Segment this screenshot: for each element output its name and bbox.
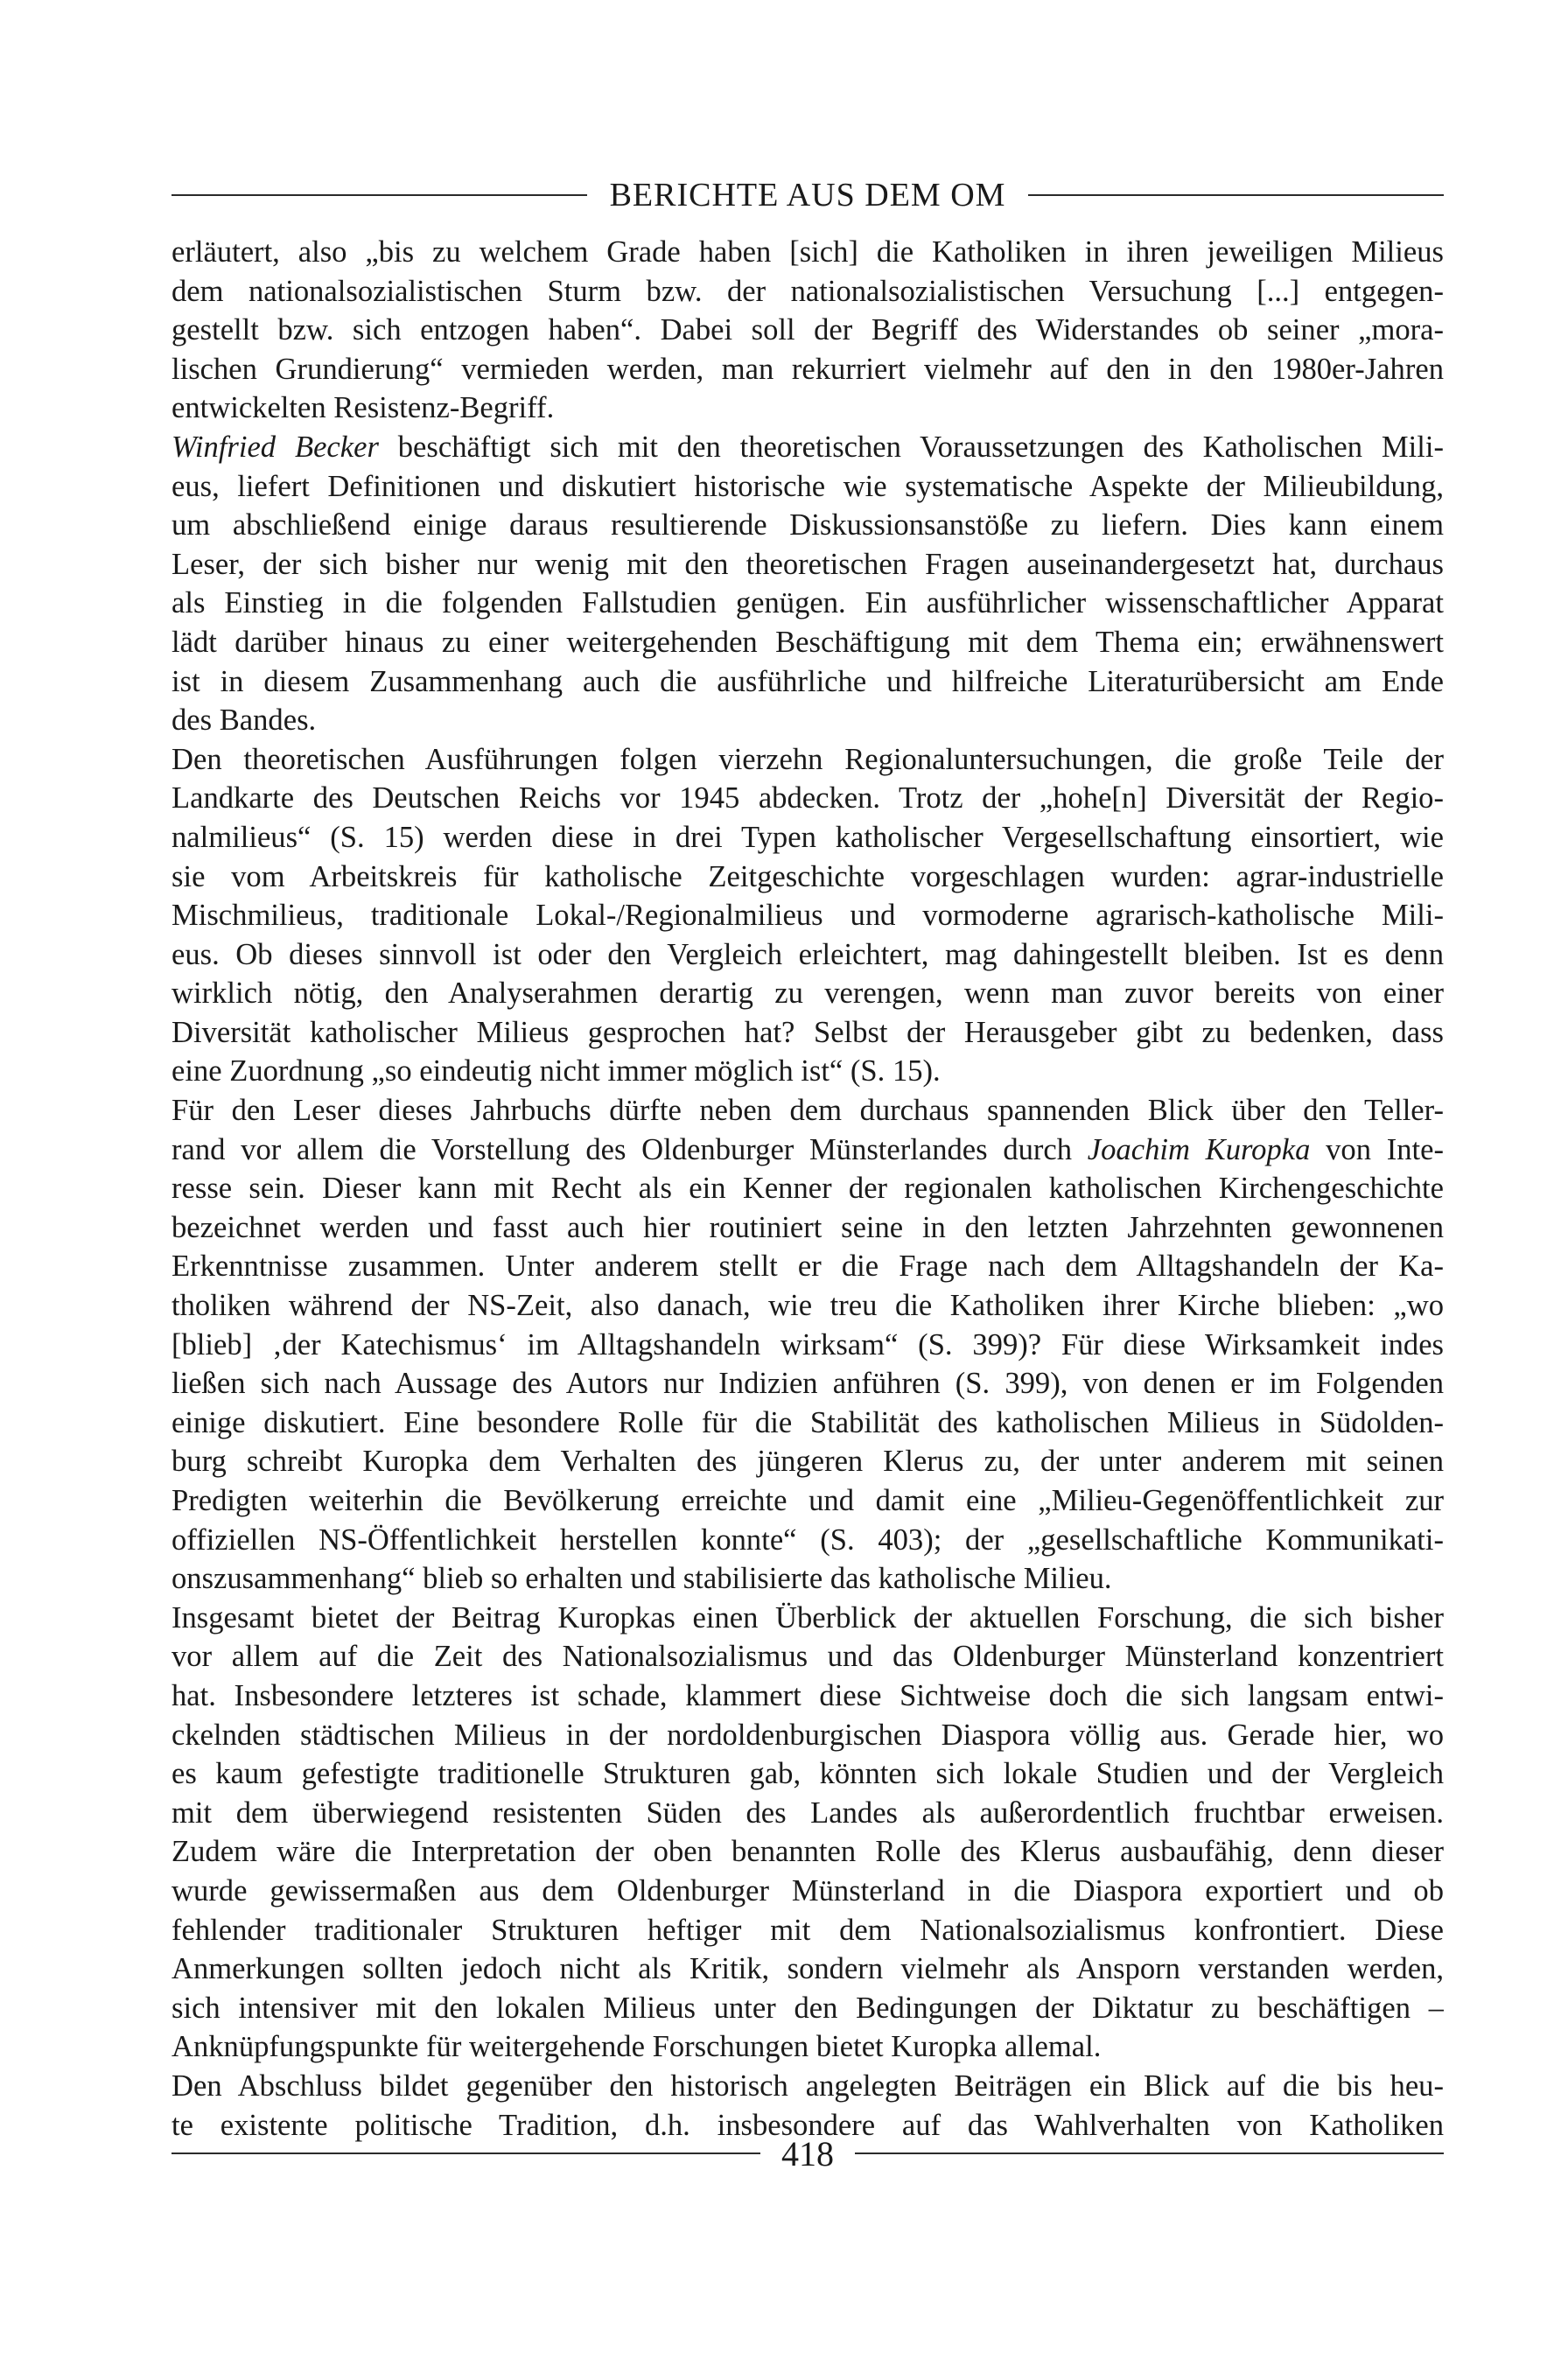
text-line: sich intensiver mit den lokalen Milieus unter den Bedingungen der Diktatur zu beschäftigen – xyxy=(172,1991,1444,2025)
text-line: ließen sich nach Aussage des Autors nur Indizien anführen (S. 399), von denen er im Folgenden xyxy=(172,1367,1444,1401)
text-line: des Bandes. xyxy=(172,704,317,738)
text-line: erläutert, also „bis zu welchem Grade haben [sich] die Katholiken in ihren jeweiligen Milieus xyxy=(172,235,1444,269)
text-line: entwickelten Resistenz-Begriff. xyxy=(172,391,555,425)
text-line: hat. Insbesondere letzteres ist schade, klammert diese Sichtweise doch die sich langsam entwi- xyxy=(172,1678,1444,1712)
text-line: mit dem überwiegend resistenten Süden des Landes als außerordentlich fruchtbar erweisen. xyxy=(172,1796,1444,1830)
text-line: wurde gewissermaßen aus dem Oldenburger Münsterland in die Diaspora exportiert und ob xyxy=(172,1873,1444,1908)
text-fragment: rand vor allem die Vorstellung des Oldenburger Münsterlandes durch xyxy=(172,1132,1088,1166)
text-line: ist in diesem Zusammenhang auch die ausführliche und hilfreiche Literaturübersicht am Ende xyxy=(172,664,1444,698)
running-title: BERICHTE AUS DEM OM xyxy=(609,177,1006,214)
text-line: Für den Leser dieses Jahrbuchs dürfte neben dem durchaus spannenden Blick über den Teller- xyxy=(172,1094,1444,1128)
text-line: wirklich nötig, den Analyserahmen derartig zu verengen, wenn man zuvor bereits von einer xyxy=(172,976,1444,1011)
text-line: bezeichnet werden und fasst auch hier routiniert seine in den letzten Jahrzehnten gewonnenen xyxy=(172,1210,1444,1244)
text-line: resse sein. Dieser kann mit Recht als ein Kenner der regionalen katholischen Kirchengeschichte xyxy=(172,1172,1444,1206)
text-fragment: von Inte- xyxy=(1310,1132,1444,1166)
text-line: dem nationalsozialistischen Sturm bzw. der nationalsozialistischen Versuchung [...] entgegen- xyxy=(172,274,1444,308)
text-line: als Einstieg in die folgenden Fallstudien genügen. Ein ausführlicher wissenschaftlicher Apparat xyxy=(172,586,1444,620)
header-rule-left xyxy=(172,194,587,196)
text-line: einige diskutiert. Eine besondere Rolle für die Stabilität des katholischen Milieus in Südolden- xyxy=(172,1405,1444,1439)
paragraph-5 xyxy=(172,1599,1444,2067)
text-line: Zudem wäre die Interpretation der oben benannten Rolle des Klerus ausbaufähig, denn dieser xyxy=(172,1835,1444,1869)
text-line: Anknüpfungspunkte für weitergehende Forschungen bietet Kuropka allemal. xyxy=(172,2030,1102,2064)
author-name: Joachim Kuropka xyxy=(1087,1132,1311,1166)
paragraph-2 xyxy=(172,428,1444,740)
paragraph-4 xyxy=(172,1091,1444,1599)
text-line: Den theoretischen Ausführungen folgen vierzehn Regionaluntersuchungen, die große Teile der xyxy=(172,742,1444,776)
text-line: eus, liefert Definitionen und diskutiert historische wie systematische Aspekte der Milieubildung, xyxy=(172,469,1444,503)
text-line: vor allem auf die Zeit des Nationalsozialismus und das Oldenburger Münsterland konzentriert xyxy=(172,1640,1444,1674)
text-line: eine Zuordnung „so eindeutig nicht immer möglich ist“ (S. 15). xyxy=(172,1054,941,1088)
footer-rule-left xyxy=(172,2152,760,2154)
text-line: Anmerkungen sollten jedoch nicht als Kritik, sondern vielmehr als Ansporn verstanden werden, xyxy=(172,1952,1444,1986)
text-line: [blieb] ‚der Katechismus‘ im Alltagshandeln wirksam“ (S. 399)? Für diese Wirksamkeit indes xyxy=(172,1327,1444,1362)
paragraph-3 xyxy=(172,740,1444,1091)
header-rule-right xyxy=(1028,194,1444,196)
text-line: lädt darüber hinaus zu einer weitergehenden Beschäftigung mit dem Thema ein; erwähnenswert xyxy=(172,625,1444,659)
text-line: nalmilieus“ (S. 15) werden diese in drei Typen katholischer Vergesellschaftung einsortiert, wie xyxy=(172,820,1444,854)
text-line: Predigten weiterhin die Bevölkerung erreichte und damit eine „Milieu-Gegenöffentlichkeit zur xyxy=(172,1484,1444,1517)
text-line: eus. Ob dieses sinnvoll ist oder den Vergleich erleichtert, mag dahingestellt bleiben. Ist es denn xyxy=(172,937,1444,971)
text-line: burg schreibt Kuropka dem Verhalten des jüngeren Klerus zu, der unter anderem mit seinen xyxy=(172,1445,1444,1479)
text-fragment: beschäftigt sich mit den theoretischen Voraussetzungen des Katholischen Mili- xyxy=(378,430,1444,464)
text-line: Erkenntnisse zusammen. Unter anderem stellt er die Frage nach dem Alltagshandeln der Ka- xyxy=(172,1250,1444,1284)
text-line: te existente politische Tradition, d.h. insbesondere auf das Wahlverhalten von Katholiken xyxy=(172,2108,1444,2142)
text-line: sie vom Arbeitskreis für katholische Zeitgeschichte vorgeschlagen wurden: agrar-industrielle xyxy=(172,859,1444,893)
page-footer xyxy=(172,2130,1444,2177)
text-line: Leser, der sich bisher nur wenig mit den theoretischen Fragen auseinandergesetzt hat, durchaus xyxy=(172,547,1444,581)
text-line: lischen Grundierung“ vermieden werden, man rekurriert vielmehr auf den in den 1980er-Jahren xyxy=(172,352,1444,386)
paragraph-1 xyxy=(172,233,1444,428)
text-line: onszusammenhang“ blieb so erhalten und stabilisierte das katholische Milieu. xyxy=(172,1562,1112,1596)
text-line: tholiken während der NS-Zeit, also danach, wie treu die Katholiken ihrer Kirche blieben: „wo xyxy=(172,1289,1444,1323)
text-line: ckelnden städtischen Milieus in der nordoldenburgischen Diaspora völlig aus. Gerade hier, wo xyxy=(172,1718,1444,1752)
body-text xyxy=(172,233,1444,2145)
text-line: gestellt bzw. sich entzogen haben“. Dabei soll der Begriff des Widerstandes ob seiner „mora- xyxy=(172,313,1444,347)
text-line: offiziellen NS-Öffentlichkeit herstellen konnte“ (S. 403); der „gesellschaftliche Kommunikati- xyxy=(172,1522,1444,1557)
text-line xyxy=(172,428,1444,467)
running-header xyxy=(172,172,1444,219)
text-line: um abschließend einige daraus resultierende Diskussionsanstöße zu liefern. Dies kann einem xyxy=(172,508,1444,542)
text-line: Landkarte des Deutschen Reichs vor 1945 abdecken. Trotz der „hohe[n] Diversität der Regio- xyxy=(172,781,1444,816)
text-line xyxy=(172,1130,1444,1170)
text-line: es kaum gefestigte traditionelle Strukturen gab, könnten sich lokale Studien und der Vergleich xyxy=(172,1757,1444,1791)
text-line: Insgesamt bietet der Beitrag Kuropkas einen Überblick der aktuellen Forschung, die sich bisher xyxy=(172,1600,1444,1634)
text-line: Den Abschluss bildet gegenüber den historisch angelegten Beiträgen ein Blick auf die bis heu- xyxy=(172,2068,1444,2103)
text-line: Diversität katholischer Milieus gesprochen hat? Selbst der Herausgeber gibt zu bedenken, dass xyxy=(172,1015,1444,1049)
text-line: fehlender traditionaler Strukturen heftiger mit dem Nationalsozialismus konfrontiert. Diese xyxy=(172,1913,1444,1947)
author-name: Winfried Becker xyxy=(172,430,379,464)
footer-rule-right xyxy=(855,2152,1444,2154)
page-number: 418 xyxy=(781,2133,834,2174)
text-line: Mischmilieus, traditionale Lokal-/Regionalmilieus und vormoderne agrarisch-katholische Mili- xyxy=(172,899,1444,933)
